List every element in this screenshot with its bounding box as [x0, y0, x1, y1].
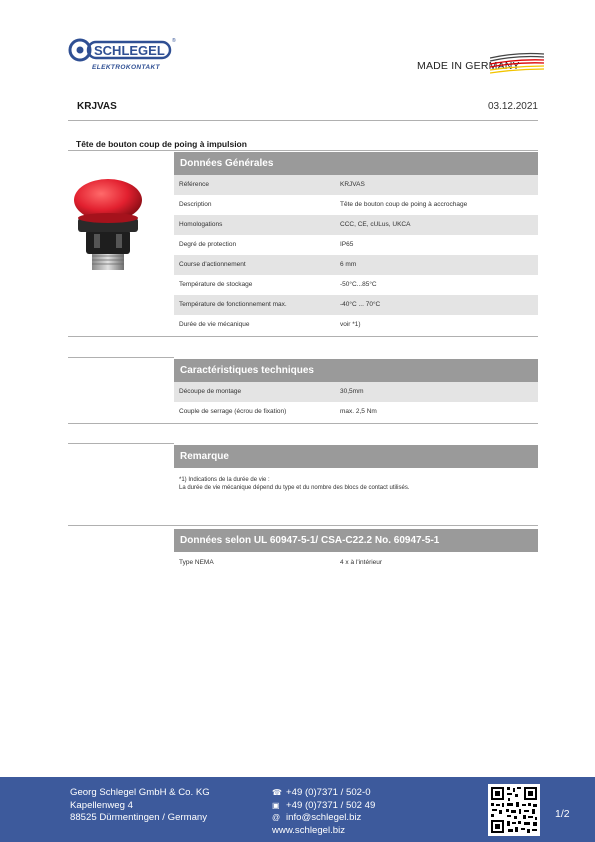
- company-name: Georg Schlegel GmbH & Co. KG: [70, 787, 210, 798]
- fax-icon: ▣: [272, 800, 280, 810]
- product-code: KRJVAS: [77, 101, 117, 112]
- row-label: Degré de protection: [179, 241, 237, 248]
- row-value: 30,5mm: [340, 388, 364, 395]
- remark-line: *1) Indications de la durée de vie :: [179, 477, 270, 483]
- schlegel-logo: [68, 36, 178, 76]
- phone-icon: ☎: [272, 788, 282, 797]
- phone-number: +49 (0)7371 / 502-0: [286, 787, 371, 798]
- city: 88525 Dürmentingen / Germany: [70, 812, 208, 823]
- table-row: [174, 275, 538, 295]
- table-row: [174, 402, 538, 422]
- row-label: Découpe de montage: [179, 388, 242, 395]
- document-date: 03.12.2021: [487, 101, 538, 112]
- fax-number: +49 (0)7371 / 502 49: [286, 799, 376, 811]
- section-divider: [68, 423, 538, 424]
- table-row: [174, 195, 538, 215]
- table-row: [174, 315, 538, 335]
- product-image: [72, 178, 144, 278]
- row-label: Durée de vie mécanique: [179, 321, 250, 328]
- email-icon: @: [272, 813, 281, 822]
- row-label: Description: [179, 201, 212, 208]
- table-row: [174, 553, 538, 573]
- made-in-germany: MADE IN GERMANY: [417, 60, 520, 72]
- table-row: [174, 382, 538, 402]
- row-value: IP65: [340, 241, 354, 248]
- logo-subtitle: ELEKTROKONTAKT: [92, 64, 160, 71]
- row-label: Température de stockage: [179, 281, 253, 288]
- row-label: Couple de serrage (écrou de fixation): [179, 408, 287, 415]
- section-header-remark: Remarque: [174, 445, 538, 468]
- german-flag-icon: [490, 52, 544, 74]
- remark-line: La durée de vie mécanique dépend du type et du nombre des blocs de contact utilisés.: [179, 485, 410, 491]
- street: Kapellenweg 4: [70, 799, 133, 811]
- row-value: CCC, CE, cULus, UKCA: [340, 221, 411, 228]
- email-link[interactable]: info@schlegel.biz: [286, 812, 362, 823]
- section-divider: [68, 336, 538, 337]
- remark-text: [179, 476, 409, 492]
- row-value: KRJVAS: [340, 181, 365, 188]
- row-value: -50°C...85°C: [340, 281, 377, 288]
- subtitle-divider: [68, 150, 538, 151]
- row-label: Référence: [179, 181, 209, 188]
- row-label: Homologations: [179, 221, 223, 228]
- footer-contact: [272, 787, 375, 837]
- section-header-general: Données Générales: [174, 152, 538, 175]
- section-header-ul: Données selon UL 60947-5-1/ CSA-C22.2 No. 60947-5-1: [174, 529, 538, 552]
- section-header-technical: Caractéristiques techniques: [174, 359, 538, 382]
- table-row: [174, 215, 538, 235]
- svg-text:®: ®: [172, 38, 176, 44]
- table-row: [174, 255, 538, 275]
- table-row: [174, 295, 538, 315]
- row-label: Course d'actionnement: [179, 261, 246, 268]
- section-divider: [68, 525, 538, 526]
- row-value: 6 mm: [340, 261, 357, 268]
- table-row: [174, 175, 538, 195]
- left-divider: [68, 357, 174, 358]
- logo-wordmark: SCHLEGEL: [94, 43, 165, 58]
- row-label: Température de fonctionnement max.: [179, 301, 287, 308]
- qr-code: [488, 784, 540, 836]
- row-value: voir *1): [340, 321, 361, 328]
- row-value: max. 2,5 Nm: [340, 408, 377, 415]
- row-value: -40°C ... 70°C: [340, 301, 381, 308]
- table-row: [174, 235, 538, 255]
- left-divider: [68, 443, 174, 444]
- row-label: Type NEMA: [179, 559, 214, 566]
- footer-address: [70, 787, 210, 825]
- header-divider: [68, 120, 538, 121]
- product-subtitle: Tête de bouton coup de poing à impulsion: [76, 139, 247, 149]
- row-value: 4 x à l'intérieur: [340, 559, 383, 566]
- row-value: Tête de bouton coup de poing à accrochage: [340, 201, 468, 208]
- page-number: 1/2: [555, 808, 570, 820]
- website-link[interactable]: www.schlegel.biz: [272, 824, 346, 836]
